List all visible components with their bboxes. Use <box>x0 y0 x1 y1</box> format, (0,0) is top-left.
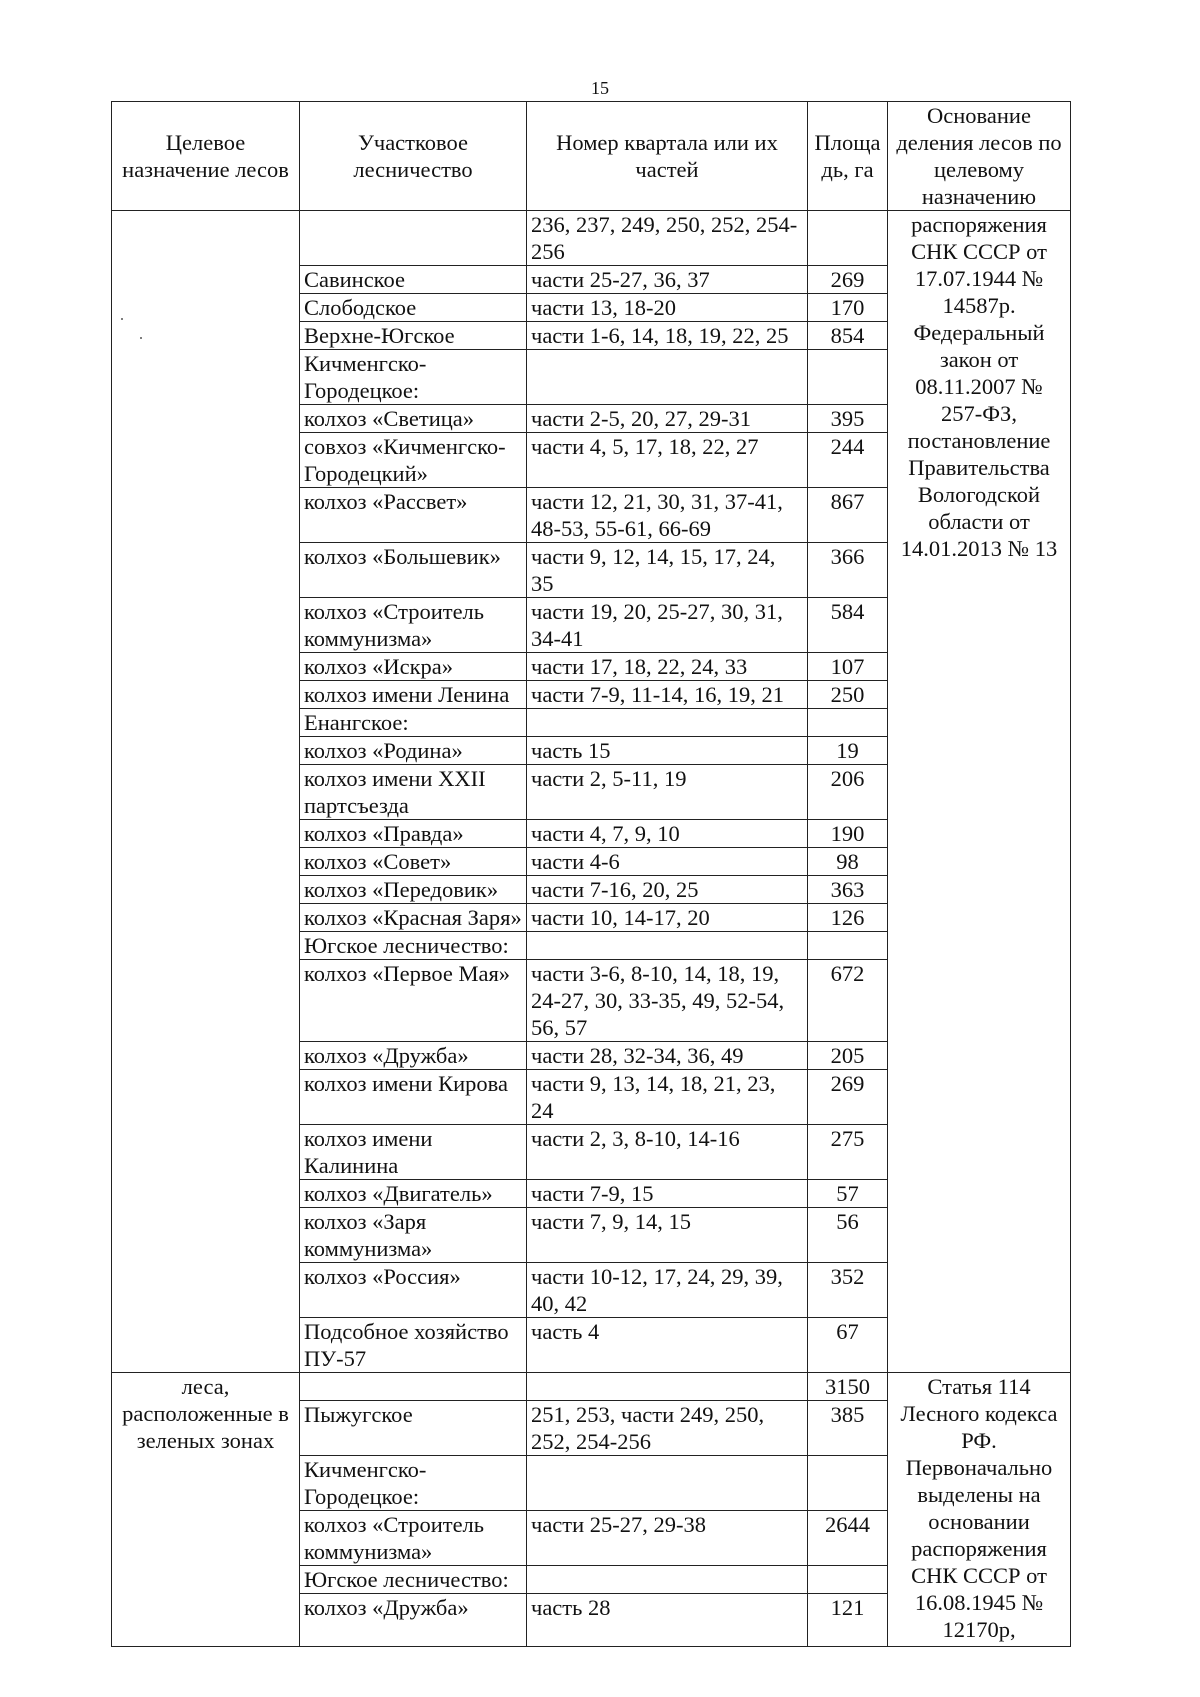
quarters-cell: части 4, 5, 17, 18, 22, 27 <box>527 433 808 488</box>
forestry-cell: колхоз «Правда» <box>300 820 527 848</box>
area-cell: 67 <box>808 1318 888 1373</box>
quarters-cell: части 12, 21, 30, 31, 37-41, 48-53, 55-61, 66-69 <box>527 488 808 543</box>
area-cell: 275 <box>808 1125 888 1180</box>
forestry-cell: колхоз имени Кирова <box>300 1070 527 1125</box>
quarters-cell <box>527 1456 808 1511</box>
quarters-cell <box>527 1373 808 1401</box>
forestry-cell: колхоз «Светица» <box>300 405 527 433</box>
area-cell: 98 <box>808 848 888 876</box>
header-basis: Основание деления лесов по целевому назначению <box>888 102 1071 211</box>
header-forestry: Участковое лесничество <box>300 102 527 211</box>
area-cell: 3150 <box>808 1373 888 1401</box>
table-header-row <box>112 102 1071 211</box>
area-cell: 269 <box>808 1070 888 1125</box>
table-row <box>112 1373 1071 1401</box>
area-cell <box>808 350 888 405</box>
quarters-cell: части 28, 32-34, 36, 49 <box>527 1042 808 1070</box>
area-cell: 206 <box>808 765 888 820</box>
page-number: 15 <box>591 78 609 98</box>
forestry-cell <box>300 1373 527 1401</box>
quarters-cell: части 25-27, 36, 37 <box>527 266 808 294</box>
quarters-cell: часть 15 <box>527 737 808 765</box>
forestry-cell: колхоз «Дружба» <box>300 1594 527 1647</box>
forestry-cell: колхоз имени Ленина <box>300 681 527 709</box>
quarters-cell: часть 4 <box>527 1318 808 1373</box>
forestry-cell: Верхне-Югское <box>300 322 527 350</box>
quarters-cell: части 9, 13, 14, 18, 21, 23, 24 <box>527 1070 808 1125</box>
area-cell: 107 <box>808 653 888 681</box>
quarters-cell: части 3-6, 8-10, 14, 18, 19, 24-27, 30, 33-35, 49, 52-54, 56, 57 <box>527 960 808 1042</box>
area-cell: 672 <box>808 960 888 1042</box>
area-cell: 269 <box>808 266 888 294</box>
forestry-cell: колхоз «Россия» <box>300 1263 527 1318</box>
forestry-cell: колхоз «Дружба» <box>300 1042 527 1070</box>
forestry-cell: совхоз «Кичменгско-Городецкий» <box>300 433 527 488</box>
quarters-cell: части 4, 7, 9, 10 <box>527 820 808 848</box>
forestry-cell: Пыжугское <box>300 1401 527 1456</box>
area-cell: 584 <box>808 598 888 653</box>
forestry-cell: колхоз «Рассвет» <box>300 488 527 543</box>
quarters-cell <box>527 932 808 960</box>
forestry-cell: Югское лесничество: <box>300 932 527 960</box>
basis-cell: Статья 114 Лесного кодекса РФ. Первоначально выделены на основании распоряжения СНК СССР от 16.08.1945 № 12170р, <box>888 1373 1071 1647</box>
forestry-cell: Югское лесничество: <box>300 1566 527 1594</box>
area-cell: 867 <box>808 488 888 543</box>
forestry-cell: колхоз «Родина» <box>300 737 527 765</box>
quarters-cell: части 1-6, 14, 18, 19, 22, 25 <box>527 322 808 350</box>
area-cell: 854 <box>808 322 888 350</box>
area-cell: 190 <box>808 820 888 848</box>
area-cell <box>808 1566 888 1594</box>
header-quarters: Номер квартала или их частей <box>527 102 808 211</box>
area-cell: 170 <box>808 294 888 322</box>
forestry-cell: колхоз «Первое Мая» <box>300 960 527 1042</box>
forestry-cell: Енангское: <box>300 709 527 737</box>
forestry-cell: Савинское <box>300 266 527 294</box>
quarters-cell: 236, 237, 249, 250, 252, 254-256 <box>527 211 808 266</box>
section-2 <box>112 1373 1071 1647</box>
area-cell: 19 <box>808 737 888 765</box>
quarters-cell <box>527 709 808 737</box>
area-cell <box>808 1456 888 1511</box>
quarters-cell: 251, 253, части 249, 250, 252, 254-256 <box>527 1401 808 1456</box>
forestry-cell: колхоз «Двигатель» <box>300 1180 527 1208</box>
area-cell: 363 <box>808 876 888 904</box>
forestry-cell: Кичменгско-Городецкое: <box>300 350 527 405</box>
quarters-cell: части 7, 9, 14, 15 <box>527 1208 808 1263</box>
purpose-cell <box>112 211 300 1373</box>
forestry-cell: колхоз имени XXII партсъезда <box>300 765 527 820</box>
area-cell: 2644 <box>808 1511 888 1566</box>
quarters-cell: части 7-9, 15 <box>527 1180 808 1208</box>
forestry-cell: колхоз «Красная Заря» <box>300 904 527 932</box>
area-cell: 126 <box>808 904 888 932</box>
area-cell: 244 <box>808 433 888 488</box>
forestry-cell: колхоз «Большевик» <box>300 543 527 598</box>
quarters-cell: части 7-9, 11-14, 16, 19, 21 <box>527 681 808 709</box>
forestry-cell: колхоз «Совет» <box>300 848 527 876</box>
quarters-cell <box>527 1566 808 1594</box>
quarters-cell: части 10, 14-17, 20 <box>527 904 808 932</box>
forestry-cell: Слободское <box>300 294 527 322</box>
area-cell: 352 <box>808 1263 888 1318</box>
quarters-cell: части 17, 18, 22, 24, 33 <box>527 653 808 681</box>
quarters-cell: части 9, 12, 14, 15, 17, 24, 35 <box>527 543 808 598</box>
quarters-cell: части 10-12, 17, 24, 29, 39, 40, 42 <box>527 1263 808 1318</box>
area-cell <box>808 211 888 266</box>
area-cell: 385 <box>808 1401 888 1456</box>
forestry-cell: колхоз «Передовик» <box>300 876 527 904</box>
area-cell: 121 <box>808 1594 888 1647</box>
area-cell: 395 <box>808 405 888 433</box>
area-cell: 56 <box>808 1208 888 1263</box>
purpose-cell: леса, расположенные в зеленых зонах <box>112 1373 300 1647</box>
quarters-cell: части 7-16, 20, 25 <box>527 876 808 904</box>
quarters-cell: части 2, 3, 8-10, 14-16 <box>527 1125 808 1180</box>
area-cell <box>808 709 888 737</box>
area-cell: 250 <box>808 681 888 709</box>
quarters-cell: части 19, 20, 25-27, 30, 31, 34-41 <box>527 598 808 653</box>
area-cell <box>808 932 888 960</box>
forestry-cell: колхоз имени Калинина <box>300 1125 527 1180</box>
quarters-cell: части 25-27, 29-38 <box>527 1511 808 1566</box>
area-cell: 57 <box>808 1180 888 1208</box>
forestry-cell: колхоз «Заря коммунизма» <box>300 1208 527 1263</box>
forestry-cell: Кичменгско-Городецкое: <box>300 1456 527 1511</box>
quarters-cell: части 2-5, 20, 27, 29-31 <box>527 405 808 433</box>
forestry-cell <box>300 211 527 266</box>
table-row <box>112 211 1071 266</box>
forest-purpose-table <box>111 101 1071 1647</box>
quarters-cell: части 4-6 <box>527 848 808 876</box>
area-cell: 366 <box>808 543 888 598</box>
header-area: Площа дь, га <box>808 102 888 211</box>
quarters-cell: части 2, 5-11, 19 <box>527 765 808 820</box>
forestry-cell: Подсобное хозяйство ПУ-57 <box>300 1318 527 1373</box>
area-cell: 205 <box>808 1042 888 1070</box>
forestry-cell: колхоз «Строитель коммунизма» <box>300 1511 527 1566</box>
basis-cell: распоряжения СНК СССР от 17.07.1944 № 14587р. Федеральный закон от 08.11.2007 № 257-ФЗ, постановление Правительства Вологодской области от 14.01.2013 № 13 <box>888 211 1071 1373</box>
header-purpose: Целевое назначение лесов <box>112 102 300 211</box>
forestry-cell: колхоз «Строитель коммунизма» <box>300 598 527 653</box>
forestry-cell: колхоз «Искра» <box>300 653 527 681</box>
quarters-cell: части 13, 18-20 <box>527 294 808 322</box>
section-1 <box>112 211 1071 1373</box>
quarters-cell <box>527 350 808 405</box>
quarters-cell: часть 28 <box>527 1594 808 1647</box>
